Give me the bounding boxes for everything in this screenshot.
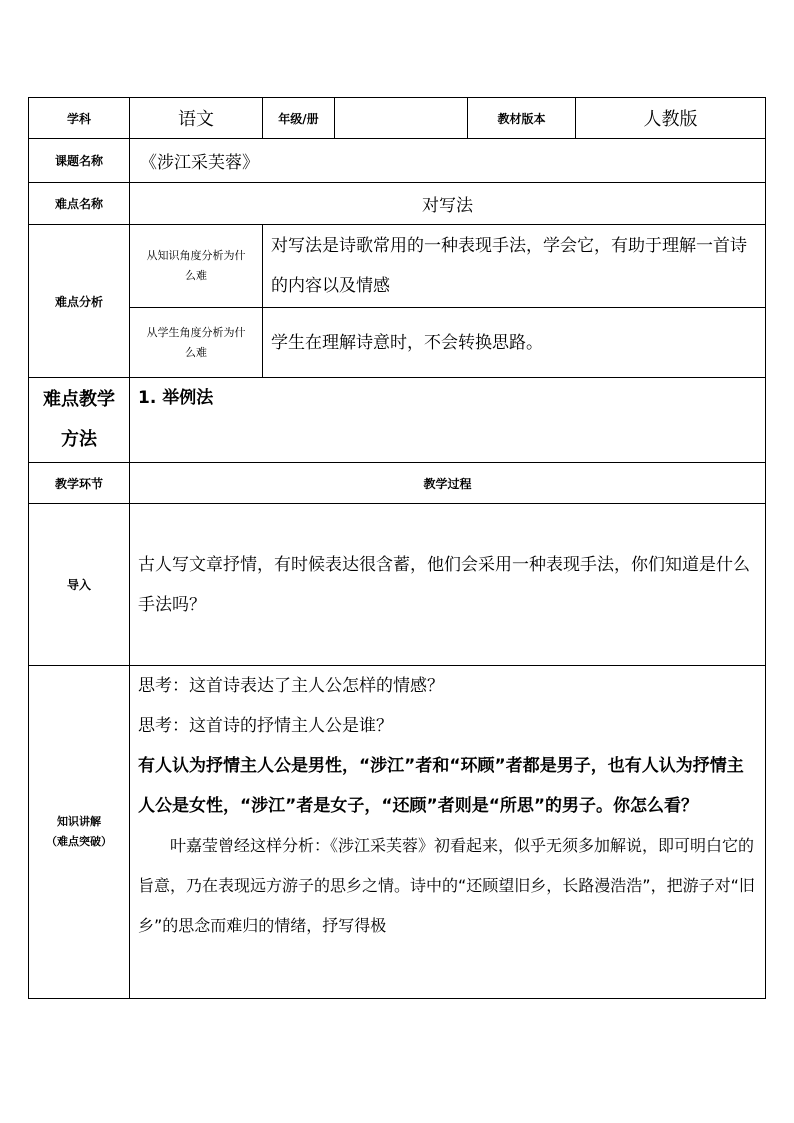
grade-label: 年级/册 [263,98,335,139]
intro-text: 古人写文章抒情，有时候表达很含蓄，他们会采用一种表现手法，你们知道是什么手法吗？ [130,504,766,666]
difficulty-value: 对写法 [130,183,766,225]
question-2: 思考：这首诗的抒情主人公是谁？ [138,716,393,736]
topic-value: 《涉江采芙蓉》 [130,139,766,183]
quote-paragraph: 叶嘉莹曾经这样分析：《涉江采芙蓉》初看起来，似乎无须多加解说，即可明白它的旨意，乃在表现远方游子的思乡之情。诗中的“还顾望旧乡，长路漫浩浩”，把游子对“旧乡”的思念而难归的情绪，抒写得极 [138,836,755,935]
header-row [29,98,766,139]
lecture-label-line2: （难点突破） [46,835,112,848]
intro-row [29,504,766,666]
difficulty-label: 难点名称 [29,183,130,225]
method-value: 1. 举例法 [130,378,766,463]
lecture-row [29,666,766,999]
topic-label: 课题名称 [29,139,130,183]
knowledge-angle-text: 对写法是诗歌常用的一种表现手法，学会它，有助于理解一首诗的内容以及情感 [263,225,766,308]
method-row [29,378,766,463]
lecture-content [130,666,766,999]
process-header-row [29,463,766,504]
difficulty-row [29,183,766,225]
grade-value [335,98,468,139]
question-3: 有人认为抒情主人公是男性，“涉江”者和“环顾”者都是男子，也有人认为抒情主人公是女性，“涉江”者是女子，“还顾”者则是“所思”的男子。你怎么看？ [138,756,744,816]
student-angle-label: 从学生角度分析为什么难 [130,308,263,378]
intro-label: 导入 [29,504,130,666]
student-angle-text: 学生在理解诗意时，不会转换思路。 [263,308,766,378]
stage-label: 教学环节 [29,463,130,504]
question-1: 思考：这首诗表达了主人公怎样的情感？ [138,676,444,696]
topic-row [29,139,766,183]
process-label: 教学过程 [130,463,766,504]
lecture-label [29,666,130,999]
analysis-student-row [29,308,766,378]
analysis-label: 难点分析 [29,225,130,378]
method-label: 难点教学方法 [29,378,130,463]
analysis-knowledge-row [29,225,766,308]
knowledge-angle-label: 从知识角度分析为什么难 [130,225,263,308]
subject-label: 学科 [29,98,130,139]
subject-value: 语文 [130,98,263,139]
lecture-label-line1: 知识讲解 [57,815,101,828]
edition-label: 教材版本 [468,98,576,139]
lesson-plan-table [28,97,766,999]
edition-value: 人教版 [576,98,766,139]
